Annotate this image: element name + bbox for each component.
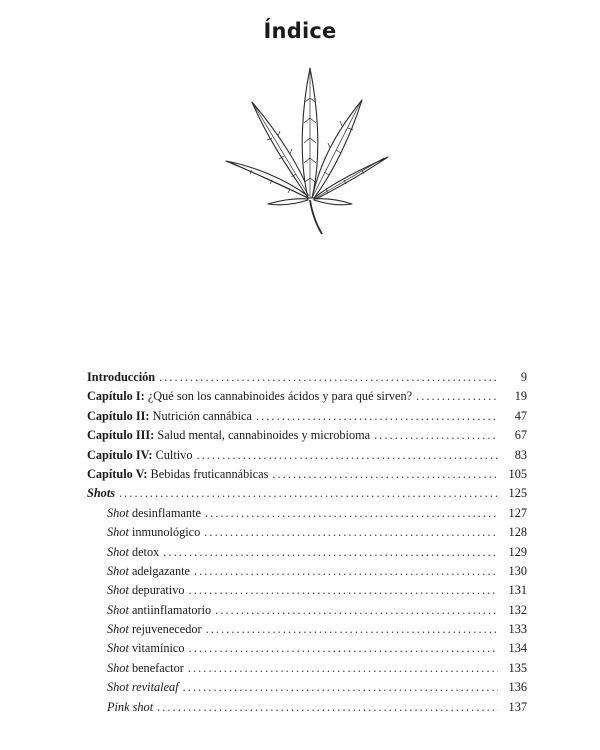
toc-label: Capítulo I: (87, 389, 145, 404)
toc-label: Shot (107, 622, 129, 637)
toc-page-number: 137 (508, 699, 527, 714)
dot-leader (163, 545, 498, 560)
dot-leader (188, 661, 498, 676)
toc-label: Shot revitaleaf (107, 680, 179, 695)
toc-label: Shot (107, 505, 129, 520)
toc-page-number: 134 (508, 641, 527, 656)
dot-leader (189, 583, 498, 598)
toc-page-number: 127 (508, 505, 527, 520)
toc-label: Capítulo V: (87, 466, 148, 481)
toc-text: adelgazante (128, 563, 190, 578)
toc-text: Nutrición cannábica (149, 408, 252, 423)
toc-text: Cultivo (152, 447, 193, 462)
toc-entry-shot-antiinflamatorio[interactable] (87, 603, 527, 622)
toc-page-number: 19 (514, 389, 527, 404)
toc-entry-shot-depurativo[interactable] (87, 583, 527, 602)
toc-text: Salud mental, cannabinoides y microbioma (154, 428, 371, 443)
dot-leader (416, 389, 498, 404)
toc-label: Shot (107, 563, 129, 578)
toc-label: Shot (107, 602, 129, 617)
toc-label: Shot (107, 583, 129, 598)
toc-label: Shots (87, 486, 116, 501)
dot-leader (183, 680, 498, 695)
toc-label: Shot (107, 660, 129, 675)
toc-text: desinflamante (128, 505, 201, 520)
dot-leader (205, 506, 498, 521)
toc-label: Shot (107, 641, 129, 656)
dot-leader (215, 603, 498, 618)
toc-page-number: 129 (508, 544, 527, 559)
table-of-contents (87, 370, 527, 719)
dot-leader (272, 467, 498, 482)
dot-leader (159, 370, 498, 385)
toc-entry-pink-shot[interactable] (87, 700, 527, 719)
toc-entry-shot-desinflamante[interactable] (87, 506, 527, 525)
cannabis-leaf-icon (222, 58, 392, 238)
toc-page-number: 132 (508, 602, 527, 617)
dot-leader (196, 448, 498, 463)
toc-label: Capítulo III: (87, 428, 155, 443)
toc-entry-shot-detox[interactable] (87, 545, 527, 564)
toc-entry-shot-vitaminico[interactable] (87, 641, 527, 660)
toc-page-number: 135 (508, 660, 527, 675)
dot-leader (157, 700, 498, 715)
dot-leader (189, 641, 498, 656)
toc-entry-capitulo-4[interactable] (87, 448, 527, 467)
toc-page-number: 130 (508, 563, 527, 578)
toc-entry-capitulo-1[interactable] (87, 389, 527, 408)
toc-entry-shot-adelgazante[interactable] (87, 564, 527, 583)
toc-entry-capitulo-2[interactable] (87, 409, 527, 428)
toc-entry-shot-benefactor[interactable] (87, 661, 527, 680)
toc-label: Pink shot (107, 699, 154, 714)
toc-entry-introduccion[interactable] (87, 370, 527, 389)
toc-text: rejuvenecedor (128, 622, 202, 637)
toc-text: vitamínico (128, 641, 185, 656)
dot-leader (374, 428, 498, 443)
toc-label: Shot (107, 525, 129, 540)
toc-text: Bebidas fruticannábicas (147, 466, 269, 481)
dot-leader (204, 525, 498, 540)
toc-entry-shot-revitaleaf[interactable] (87, 680, 527, 699)
toc-entry-shot-inmunologico[interactable] (87, 525, 527, 544)
toc-page-number: 47 (514, 408, 527, 423)
toc-text: inmunológico (128, 525, 201, 540)
toc-entry-capitulo-5[interactable] (87, 467, 527, 486)
toc-text: benefactor (128, 660, 184, 675)
dot-leader (256, 409, 498, 424)
toc-page-number: 131 (508, 583, 527, 598)
toc-text: antiinflamatorio (128, 602, 212, 617)
toc-text: ¿Qué son los cannabinoides ácidos y para qué sirven? (144, 389, 413, 404)
toc-entry-shots[interactable] (87, 486, 527, 505)
toc-entry-capitulo-3[interactable] (87, 428, 527, 447)
toc-page-number: 125 (508, 486, 527, 501)
dot-leader (119, 486, 498, 501)
toc-label: Capítulo II: (87, 408, 150, 423)
dot-leader (206, 622, 498, 637)
toc-label: Introducción (87, 370, 156, 384)
toc-page-number: 83 (514, 447, 527, 462)
toc-page-number: 67 (514, 428, 527, 443)
toc-page-number: 133 (508, 622, 527, 637)
toc-entry-shot-rejuvenecedor[interactable] (87, 622, 527, 641)
dot-leader (194, 564, 498, 579)
page-title: Índice (263, 19, 337, 43)
toc-page-number: 9 (520, 370, 527, 384)
toc-text: detox (128, 544, 160, 559)
toc-text: depurativo (128, 583, 185, 598)
toc-page-number: 105 (508, 466, 527, 481)
toc-label: Capítulo IV: (87, 447, 153, 462)
toc-page-number: 136 (508, 680, 527, 695)
toc-page-number: 128 (508, 525, 527, 540)
toc-label: Shot (107, 544, 129, 559)
